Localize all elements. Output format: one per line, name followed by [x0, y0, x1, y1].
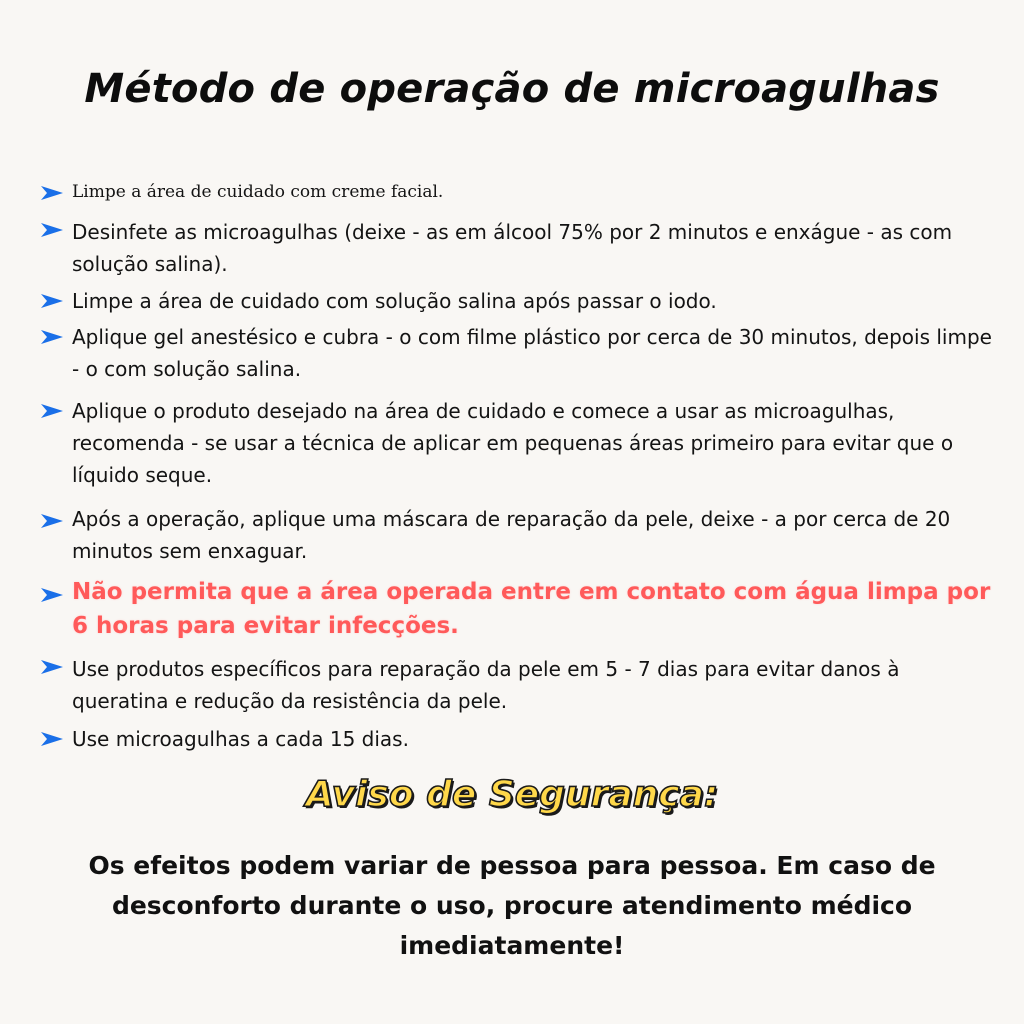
safety-notice-text: Os efeitos podem variar de pessoa para pessoa. Em caso de desconforto durante o uso, procure atendimento médico imediatamente!: [88, 851, 936, 960]
step-text: Aplique gel anestésico e cubra - o com filme plástico por cerca de 30 minutos, depois limpe - o com solução salina.: [72, 325, 992, 381]
warning-step-text: Não permita que a área operada entre em contato com água limpa por 6 horas para evitar infecções.: [72, 579, 991, 639]
arrow-right-icon: [40, 329, 64, 345]
arrow-right-icon: [40, 659, 64, 675]
step-text: Use microagulhas a cada 15 dias.: [72, 727, 409, 751]
arrow-right-icon: [40, 403, 64, 419]
step-text: Use produtos específicos para reparação da pele em 5 - 7 dias para evitar danos à queratina e redução da resistência da pele.: [72, 657, 900, 713]
arrow-right-icon: [40, 513, 64, 529]
safety-heading: Aviso de Segurança:: [305, 774, 719, 815]
arrow-right-icon: [40, 731, 64, 747]
arrow-right-icon: [40, 293, 64, 309]
page-title: Método de operação de microagulhas: [84, 66, 940, 112]
arrow-right-icon: [40, 222, 64, 238]
step-text: Limpe a área de cuidado com solução salina após passar o iodo.: [72, 289, 717, 313]
step-text: Após a operação, aplique uma máscara de reparação da pele, deixe - a por cerca de 20 minutos sem enxaguar.: [72, 507, 951, 563]
arrow-right-icon: [40, 587, 64, 603]
arrow-right-icon: [40, 185, 64, 201]
step-text: Limpe a área de cuidado com creme facial.: [72, 182, 444, 202]
step-text: Desinfete as microagulhas (deixe - as em álcool 75% por 2 minutos e enxágue - as com solução salina).: [72, 220, 953, 276]
step-text: Aplique o produto desejado na área de cuidado e comece a usar as microagulhas, recomenda - se usar a técnica de aplicar em pequenas áreas primeiro para evitar que o líquido seque.: [72, 399, 954, 487]
